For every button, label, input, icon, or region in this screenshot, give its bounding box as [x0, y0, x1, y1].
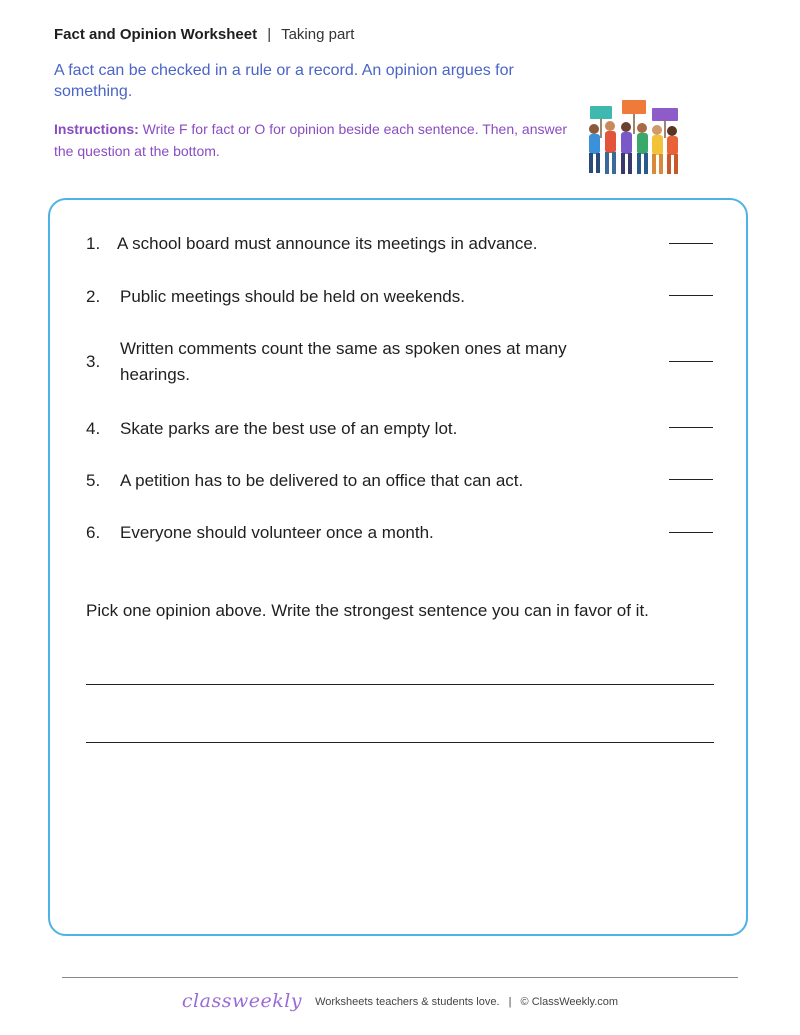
question-text: Everyone should volunteer once a month. — [120, 523, 434, 542]
question-item-4 — [86, 416, 714, 442]
footer-separator: | — [508, 996, 512, 1008]
footer-copyright: © ClassWeekly.com — [520, 996, 619, 1008]
question-number: 4. — [86, 419, 101, 438]
answer-blank[interactable] — [669, 295, 713, 296]
worksheet-topic: Taking part — [281, 26, 355, 43]
question-item-6 — [86, 520, 714, 546]
answer-blank[interactable] — [669, 532, 713, 533]
answer-line-1[interactable] — [86, 684, 714, 685]
writing-prompt: Pick one opinion above. Write the strongest sentence you can in favor of it. — [86, 601, 649, 620]
question-item-2 — [86, 284, 714, 310]
intro-text: A fact can be checked in a rule or a record. An opinion argues for something. — [54, 62, 514, 100]
question-item-1 — [86, 231, 714, 257]
footer-divider — [62, 977, 738, 978]
footer — [0, 990, 800, 1012]
worksheet-header — [54, 26, 354, 43]
question-text: A petition has to be delivered to an office that can act. — [120, 471, 524, 490]
question-text: Written comments count the same as spoken ones at many hearings. — [120, 339, 567, 384]
question-number: 3. — [86, 352, 101, 371]
answer-line-2[interactable] — [86, 742, 714, 743]
question-text: Skate parks are the best use of an empty lot. — [120, 419, 458, 438]
question-item-3 — [86, 336, 714, 388]
footer-tagline: Worksheets teachers & students love. — [315, 996, 500, 1008]
question-number: 5. — [86, 471, 101, 490]
question-text: Public meetings should be held on weekends. — [120, 287, 465, 306]
people-marching-illustration — [580, 96, 690, 180]
answer-blank[interactable] — [669, 243, 713, 244]
question-number: 2. — [86, 287, 101, 306]
question-text: A school board must announce its meetings in advance. — [117, 234, 538, 253]
classweekly-logo: classweekly — [181, 990, 303, 1012]
question-number: 1. — [86, 234, 101, 253]
answer-blank[interactable] — [669, 479, 713, 480]
question-number: 6. — [86, 523, 101, 542]
question-item-5 — [86, 468, 714, 494]
instructions-text: Write F for fact or O for opinion beside each sentence. Then, answer the question at the bottom. — [54, 121, 568, 159]
answer-blank[interactable] — [669, 427, 713, 428]
answer-blank[interactable] — [669, 361, 713, 362]
worksheet-title: Fact and Opinion Worksheet — [54, 26, 258, 43]
header-separator: | — [267, 26, 272, 43]
instructions — [54, 118, 584, 162]
instructions-label: Instructions: — [54, 121, 139, 137]
